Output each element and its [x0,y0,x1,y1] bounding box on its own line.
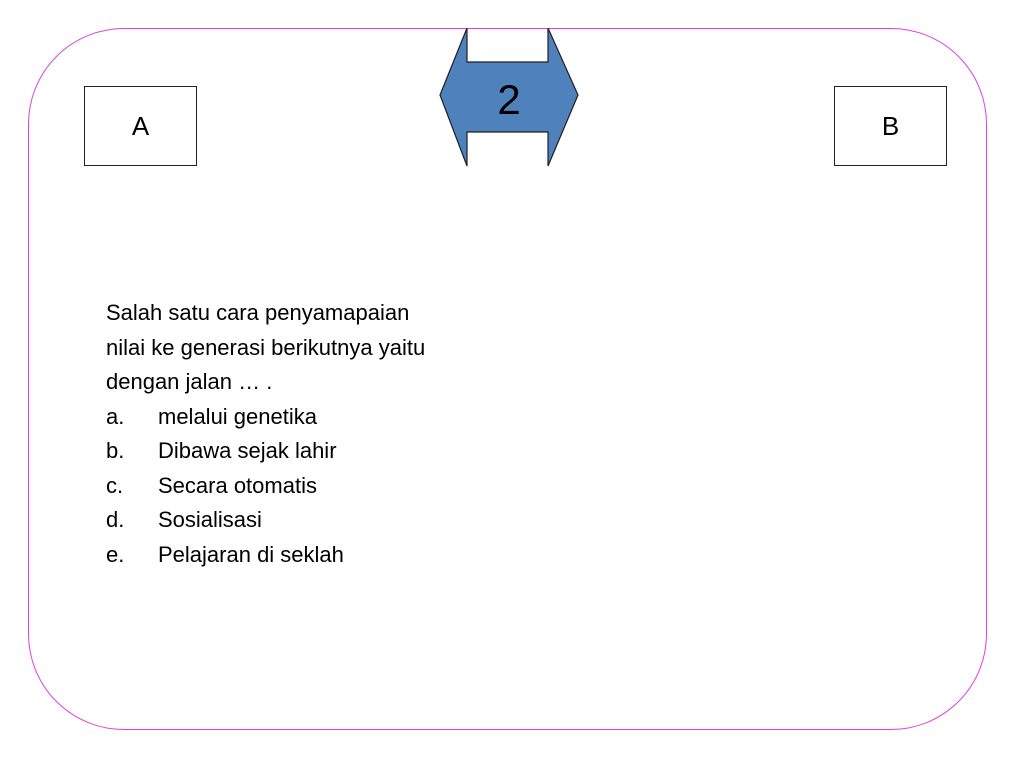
question-number-badge[interactable] [438,28,580,168]
question-text: Salah satu cara penyamapaian nilai ke generasi berikutnya yaitu dengan jalan … . [106,300,426,394]
answer-option-e[interactable] [106,538,526,573]
option-text: Pelajaran di seklah [158,541,344,567]
answer-option-c[interactable] [106,469,526,504]
question-block [106,296,526,572]
option-letter: a. [106,403,125,429]
team-a-button[interactable] [84,86,197,166]
option-letter: d. [106,507,125,532]
answer-option-b[interactable] [106,434,526,469]
answer-options [106,400,526,573]
option-text: melalui genetika [158,403,317,429]
option-letter: c. [106,472,124,498]
option-text: Dibawa sejak lahir [158,438,337,463]
option-text: Sosialisasi [158,507,262,532]
option-letter: e. [106,541,125,567]
answer-option-d[interactable] [106,503,526,538]
answer-option-a[interactable] [106,400,526,435]
question-number: 2 [497,76,521,123]
team-b-label: B [881,110,900,141]
option-letter: b. [106,438,125,463]
team-b-button[interactable] [834,86,947,166]
option-text: Secara otomatis [158,472,317,498]
team-a-label: A [131,110,150,141]
